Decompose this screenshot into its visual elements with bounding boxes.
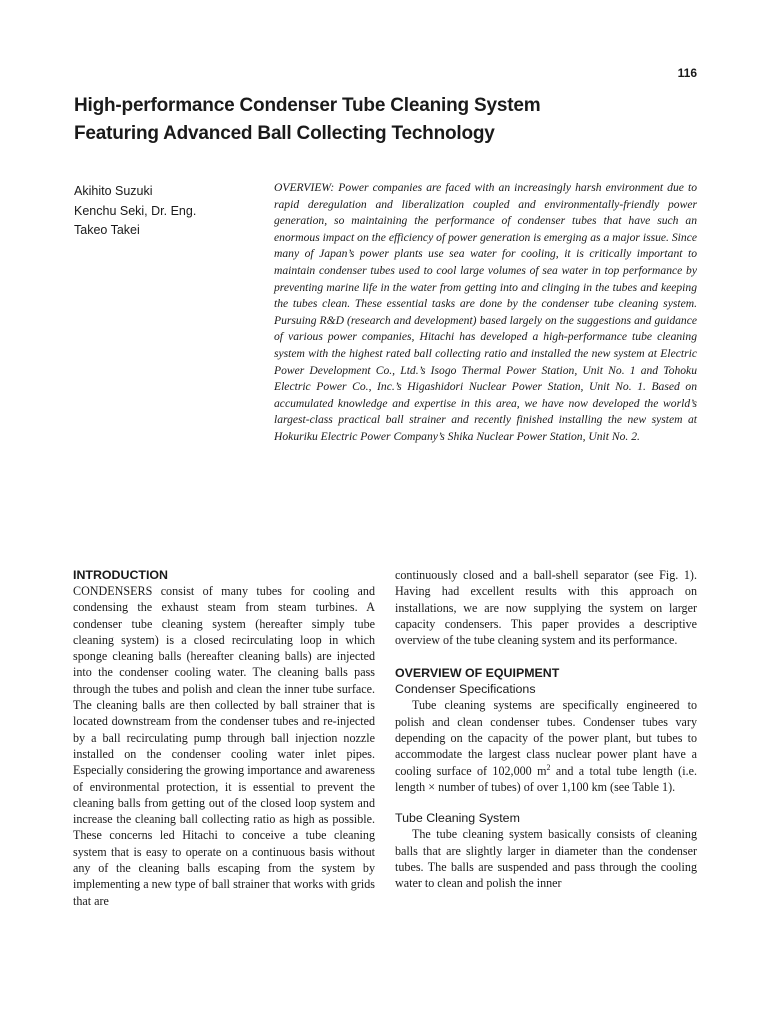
- condenser-specs-text: Tube cleaning systems are specifically engineered to polish and clean condenser tubes. Condenser tubes vary depending on the capacity of the power plant, but tubes to accommodate the largest class nuclear power plant have a cooling surface of 102,000 m: [395, 698, 697, 778]
- title-line-1: High-performance Condenser Tube Cleaning System: [74, 95, 541, 116]
- condenser-specs-text-end: and a total tube length (i.e. length × number of tubes) of over 1,100 km (see Table 1).: [395, 763, 697, 794]
- author-list: [74, 182, 264, 241]
- introduction-continuation: continuously closed and a ball-shell separator (see Fig. 1). Having had excellent results with this approach on installations, we are now supplying the system on larger capacity condensers. This paper provides a descriptive overview of the tube cleaning system and its performance.: [395, 568, 697, 648]
- tube-cleaning-paragraph: The tube cleaning system basically consists of cleaning balls that are slightly larger in diameter than the condenser tubes. The balls are suspended and pass through the cooling water to clean and polish the inner: [395, 827, 697, 891]
- page-number: 116: [677, 66, 697, 80]
- left-column: [73, 567, 375, 909]
- author-name: Kenchu Seki, Dr. Eng.: [74, 203, 197, 218]
- title-line-2: Featuring Advanced Ball Collecting Technology: [74, 123, 495, 144]
- equipment-heading: OVERVIEW OF EQUIPMENT: [395, 666, 560, 681]
- condenser-specs-paragraph: [395, 697, 697, 795]
- overview-abstract: OVERVIEW: Power companies are faced with an increasingly harsh environment due to rapid deregulation and liberalization coupled and environmentally-friendly power generation, so maintaining the performance of condenser tubes that have such an enormous impact on the efficiency of power generation is emerging as a major issue. Since many of Japan’s power plants use sea water for cooling, it is critically important to maintain condenser tubes used to cool large volumes of sea water in top performance by preventing marine life in the water from getting into and clinging in the tubes and keeping the tubes clean. These essential tasks are done by the condenser tube cleaning system. Pursuing R&D (research and development) based largely on the suggestions and guidance of various power companies, Hitachi has developed a high-performance tube cleaning system with the highest rated ball collecting ratio and installed the new system at Electric Power Development Co., Ltd.’s Isogo Thermal Power Station, Unit No. 1 and Tohoku Electric Power Co., Inc.’s Higashidori Nuclear Power Station, Unit No. 1. Based on accumulated knowledge and expertise in this area, we have now developed the world’s largest-class practical ball strainer and recently finished installing the new system at Hokuriku Electric Power Company’s Shika Nuclear Power Station, Unit No. 2.: [274, 181, 697, 443]
- introduction-heading: INTRODUCTION: [73, 568, 168, 582]
- superscript: 2: [546, 762, 551, 772]
- author-name: Takeo Takei: [74, 223, 140, 237]
- right-column: [395, 567, 697, 891]
- paper-title: [74, 92, 704, 148]
- condenser-specs-heading: Condenser Specifications: [395, 682, 536, 697]
- tube-cleaning-heading: Tube Cleaning System: [395, 811, 520, 826]
- introduction-paragraph: CONDENSERS consist of many tubes for cooling and condensing the exhaust steam from steam turbines. A condenser tube cleaning system (hereafter simply tube cleaning system) is a closed recirculating loop in which sponge cleaning balls (hereafter cleaning balls) are injected into the condenser cooling water. The cleaning balls pass through the tubes and polish and clean the inner tube surface. The cleaning balls are then collected by ball strainer that is located downstream from the condenser tubes and re-injected by a ball recirculating pump through ball injection nozzle installed on the condenser cooling water inlet pipes. Especially considering the growing importance and awareness of environmental protection, it is essential to prevent the cleaning balls from getting out of the closed loop system and increase the cleaning ball collecting ratio as high as possible. These concerns led Hitachi to conceive a tube cleaning system that is easy to operate on a continuous basis without any of the cleaning balls escaping from the system by implementing a new type of ball strainer that works with grids that are: [73, 584, 375, 908]
- author-name: Akihito Suzuki: [74, 184, 153, 198]
